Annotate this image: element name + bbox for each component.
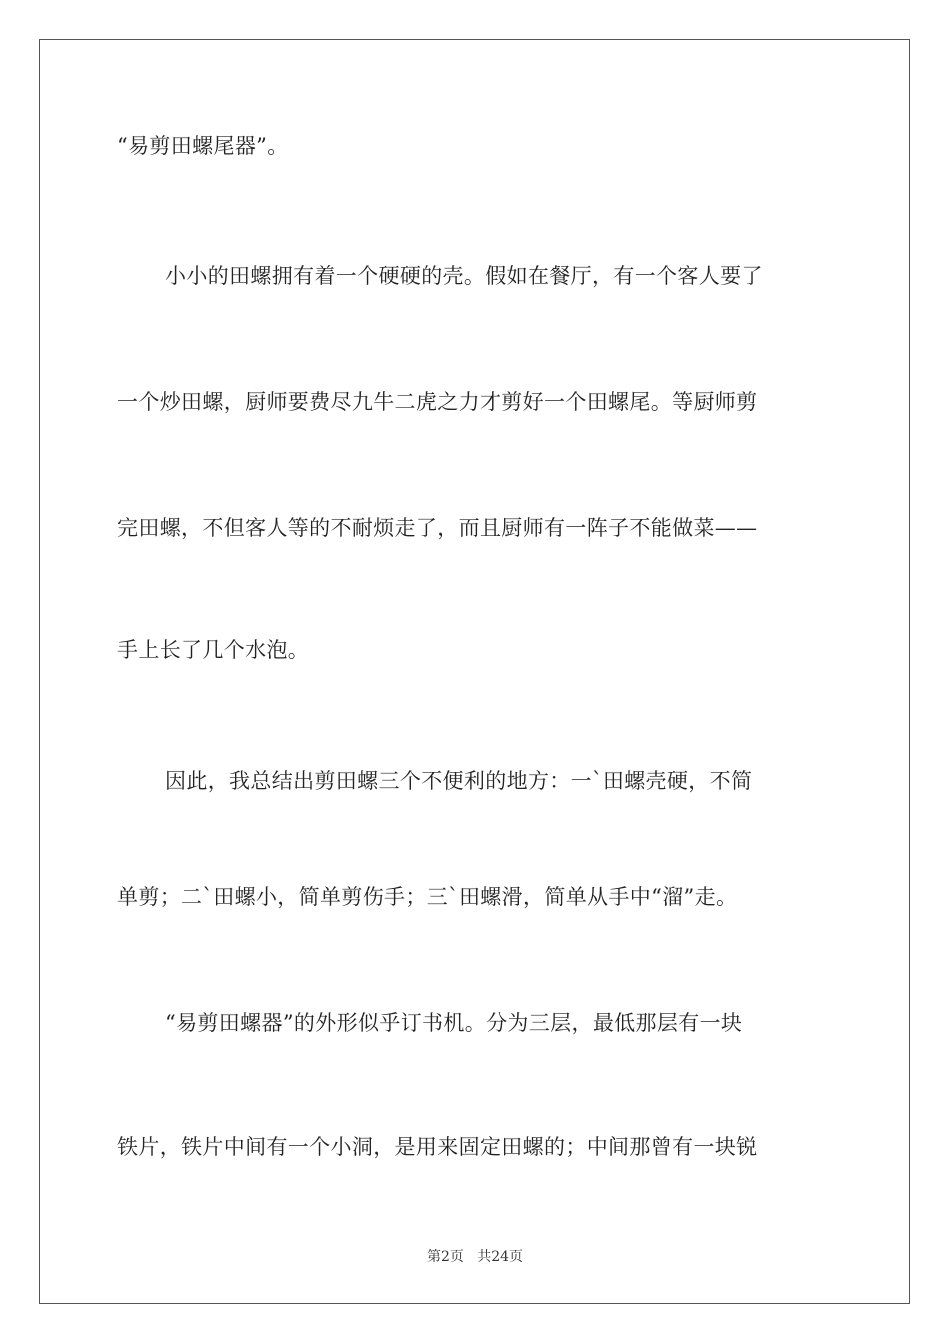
paragraph-3-line-1: 因此，我总结出剪田螺三个不便利的地方：一`田螺壳硬，不简 [165, 769, 753, 793]
paragraph-2-line-2: 一个炒田螺，厨师要费尽九牛二虎之力才剪好一个田螺尾。等厨师剪 [117, 390, 758, 414]
page-number-footer: 第2页 共24页 [426, 1249, 524, 1265]
paragraph-2-line-3: 完田螺，不但客人等的不耐烦走了，而且厨师有一阵子不能做菜—— [117, 516, 758, 540]
paragraph-4-line-1: “易剪田螺器”的外形似乎订书机。分为三层，最低那层有一块 [165, 1011, 743, 1035]
paragraph-2-line-4: 手上长了几个水泡。 [117, 638, 310, 662]
paragraph-3-line-2: 单剪；二`田螺小，简单剪伤手；三`田螺滑，简单从手中“溜”走。 [117, 885, 738, 909]
paragraph-2-line-1: 小小的田螺拥有着一个硬硬的壳。假如在餐厅，有一个客人要了 [165, 264, 763, 288]
text-line-1: “易剪田螺尾器”。 [117, 134, 289, 158]
paragraph-4-line-2: 铁片，铁片中间有一个小洞，是用来固定田螺的；中间那曾有一块锐 [117, 1135, 758, 1159]
page-border [39, 39, 910, 1304]
